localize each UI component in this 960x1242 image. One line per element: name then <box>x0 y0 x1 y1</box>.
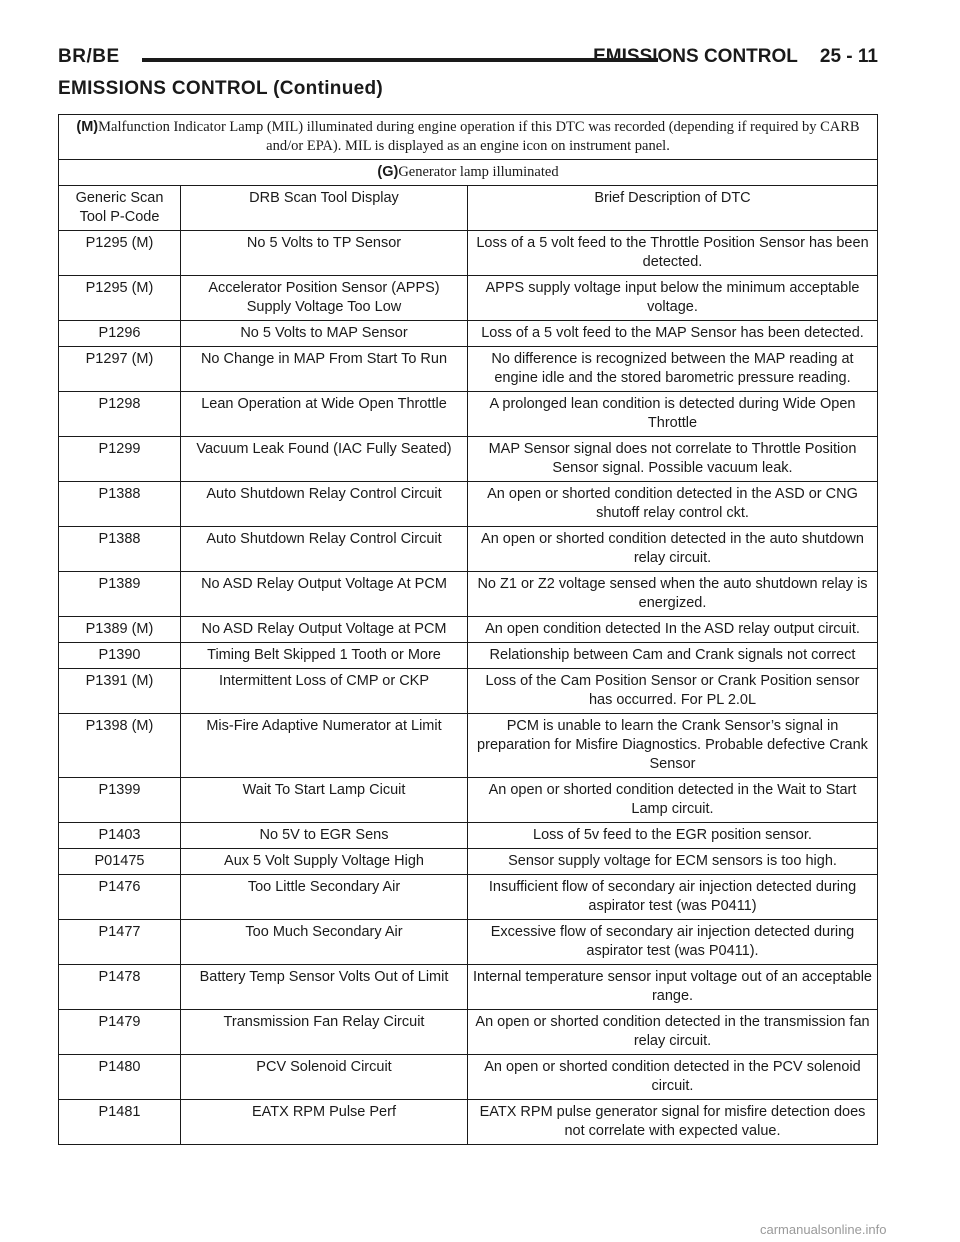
table-row <box>59 823 878 849</box>
drb-display-cell: Battery Temp Sensor Volts Out of Limit <box>181 965 468 1010</box>
table-row <box>59 778 878 823</box>
table-row <box>59 643 878 669</box>
p-code-cell: P1480 <box>59 1055 181 1100</box>
page-header <box>58 44 878 74</box>
description-cell: EATX RPM pulse generator signal for misfire detection does not correlate with expected value. <box>468 1100 878 1145</box>
section-name: EMISSIONS CONTROL <box>593 46 798 67</box>
table-row <box>59 1100 878 1145</box>
drb-display-cell: No Change in MAP From Start To Run <box>181 347 468 392</box>
p-code-cell: P1479 <box>59 1010 181 1055</box>
description-cell: A prolonged lean condition is detected during Wide Open Throttle <box>468 392 878 437</box>
table-row <box>59 849 878 875</box>
drb-display-cell: No ASD Relay Output Voltage at PCM <box>181 617 468 643</box>
drb-display-cell: Aux 5 Volt Supply Voltage High <box>181 849 468 875</box>
description-cell: MAP Sensor signal does not correlate to Throttle Position Sensor signal. Possible vacuum leak. <box>468 437 878 482</box>
p-code-cell: P1297 (M) <box>59 347 181 392</box>
table-row <box>59 231 878 276</box>
header-right <box>593 46 878 68</box>
p-code-cell: P1391 (M) <box>59 669 181 714</box>
table-row <box>59 437 878 482</box>
p-code-cell: P1295 (M) <box>59 276 181 321</box>
table-row <box>59 875 878 920</box>
description-cell: No Z1 or Z2 voltage sensed when the auto shutdown relay is energized. <box>468 572 878 617</box>
p-code-cell: P1481 <box>59 1100 181 1145</box>
p-code-cell: P1298 <box>59 392 181 437</box>
table-header-row <box>59 186 878 231</box>
drb-display-cell: No 5 Volts to TP Sensor <box>181 231 468 276</box>
generator-note <box>59 160 878 186</box>
drb-display-cell: No 5V to EGR Sens <box>181 823 468 849</box>
drb-display-cell: Timing Belt Skipped 1 Tooth or More <box>181 643 468 669</box>
header-p-code: Generic Scan Tool P-Code <box>59 186 181 231</box>
table-row <box>59 482 878 527</box>
description-cell: Loss of a 5 volt feed to the MAP Sensor has been detected. <box>468 321 878 347</box>
description-cell: Insufficient flow of secondary air injection detected during aspirator test (was P0411) <box>468 875 878 920</box>
drb-display-cell: Transmission Fan Relay Circuit <box>181 1010 468 1055</box>
p-code-cell: P1389 (M) <box>59 617 181 643</box>
description-cell: Loss of the Cam Position Sensor or Crank Position sensor has occurred. For PL 2.0L <box>468 669 878 714</box>
drb-display-cell: Intermittent Loss of CMP or CKP <box>181 669 468 714</box>
drb-display-cell: EATX RPM Pulse Perf <box>181 1100 468 1145</box>
description-cell: Loss of a 5 volt feed to the Throttle Position Sensor has been detected. <box>468 231 878 276</box>
description-cell: An open or shorted condition detected in the transmission fan relay circuit. <box>468 1010 878 1055</box>
header-drb-display: DRB Scan Tool Display <box>181 186 468 231</box>
table-row <box>59 527 878 572</box>
header-description: Brief Description of DTC <box>468 186 878 231</box>
p-code-cell: P1388 <box>59 482 181 527</box>
watermark: carmanualsonline.info <box>760 1222 887 1237</box>
drb-display-cell: Accelerator Position Sensor (APPS) Supply Voltage Too Low <box>181 276 468 321</box>
drb-display-cell: Too Much Secondary Air <box>181 920 468 965</box>
description-cell: An open or shorted condition detected in the PCV solenoid circuit. <box>468 1055 878 1100</box>
p-code-cell: P1388 <box>59 527 181 572</box>
dtc-table <box>58 114 878 1145</box>
p-code-cell: P1478 <box>59 965 181 1010</box>
description-cell: APPS supply voltage input below the minimum acceptable voltage. <box>468 276 878 321</box>
table-row <box>59 347 878 392</box>
p-code-cell: P1403 <box>59 823 181 849</box>
generator-note-text: Generator lamp illuminated <box>398 164 559 180</box>
table-row <box>59 669 878 714</box>
description-cell: Excessive flow of secondary air injection detected during aspirator test (was P0411). <box>468 920 878 965</box>
table-row <box>59 714 878 778</box>
table-row <box>59 276 878 321</box>
drb-display-cell: Too Little Secondary Air <box>181 875 468 920</box>
mil-note <box>59 115 878 160</box>
table-row <box>59 1010 878 1055</box>
drb-display-cell: Auto Shutdown Relay Control Circuit <box>181 527 468 572</box>
table-row <box>59 920 878 965</box>
p-code-cell: P1399 <box>59 778 181 823</box>
drb-display-cell: No 5 Volts to MAP Sensor <box>181 321 468 347</box>
mil-note-text: Malfunction Indicator Lamp (MIL) illuminated during engine operation if this DTC was recorded (depending if required by CARB and/or EPA). MIL is displayed as an engine icon on instrument panel. <box>98 119 860 154</box>
description-cell: Loss of 5v feed to the EGR position sensor. <box>468 823 878 849</box>
p-code-cell: P1476 <box>59 875 181 920</box>
drb-display-cell: PCV Solenoid Circuit <box>181 1055 468 1100</box>
p-code-cell: P1299 <box>59 437 181 482</box>
description-cell: PCM is unable to learn the Crank Sensor’s signal in preparation for Misfire Diagnostics. Probable defective Crank Sensor <box>468 714 878 778</box>
note-row-mil <box>59 115 878 160</box>
p-code-cell: P1390 <box>59 643 181 669</box>
page-title: EMISSIONS CONTROL (Continued) <box>58 78 384 99</box>
drb-display-cell: Vacuum Leak Found (IAC Fully Seated) <box>181 437 468 482</box>
table-row <box>59 321 878 347</box>
drb-display-cell: Wait To Start Lamp Cicuit <box>181 778 468 823</box>
header-rule <box>142 58 658 62</box>
description-cell: An open or shorted condition detected in the auto shutdown relay circuit. <box>468 527 878 572</box>
p-code-cell: P1295 (M) <box>59 231 181 276</box>
table-row <box>59 1055 878 1100</box>
description-cell: Relationship between Cam and Crank signals not correct <box>468 643 878 669</box>
p-code-cell: P1296 <box>59 321 181 347</box>
model-code: BR/BE <box>58 46 120 67</box>
description-cell: Sensor supply voltage for ECM sensors is too high. <box>468 849 878 875</box>
description-cell: No difference is recognized between the MAP reading at engine idle and the stored barometric pressure reading. <box>468 347 878 392</box>
table-row <box>59 392 878 437</box>
p-code-cell: P1398 (M) <box>59 714 181 778</box>
generator-tag: (G) <box>377 164 399 180</box>
p-code-cell: P1389 <box>59 572 181 617</box>
note-row-generator <box>59 160 878 186</box>
drb-display-cell: No ASD Relay Output Voltage At PCM <box>181 572 468 617</box>
drb-display-cell: Mis-Fire Adaptive Numerator at Limit <box>181 714 468 778</box>
drb-display-cell: Auto Shutdown Relay Control Circuit <box>181 482 468 527</box>
table-row <box>59 572 878 617</box>
description-cell: Internal temperature sensor input voltage out of an acceptable range. <box>468 965 878 1010</box>
table-row <box>59 965 878 1010</box>
description-cell: An open condition detected In the ASD relay output circuit. <box>468 617 878 643</box>
description-cell: An open or shorted condition detected in the ASD or CNG shutoff relay control ckt. <box>468 482 878 527</box>
drb-display-cell: Lean Operation at Wide Open Throttle <box>181 392 468 437</box>
p-code-cell: P1477 <box>59 920 181 965</box>
table-row <box>59 617 878 643</box>
page-number: 25 - 11 <box>819 46 878 67</box>
mil-tag: (M) <box>76 119 99 135</box>
p-code-cell: P01475 <box>59 849 181 875</box>
description-cell: An open or shorted condition detected in the Wait to Start Lamp circuit. <box>468 778 878 823</box>
